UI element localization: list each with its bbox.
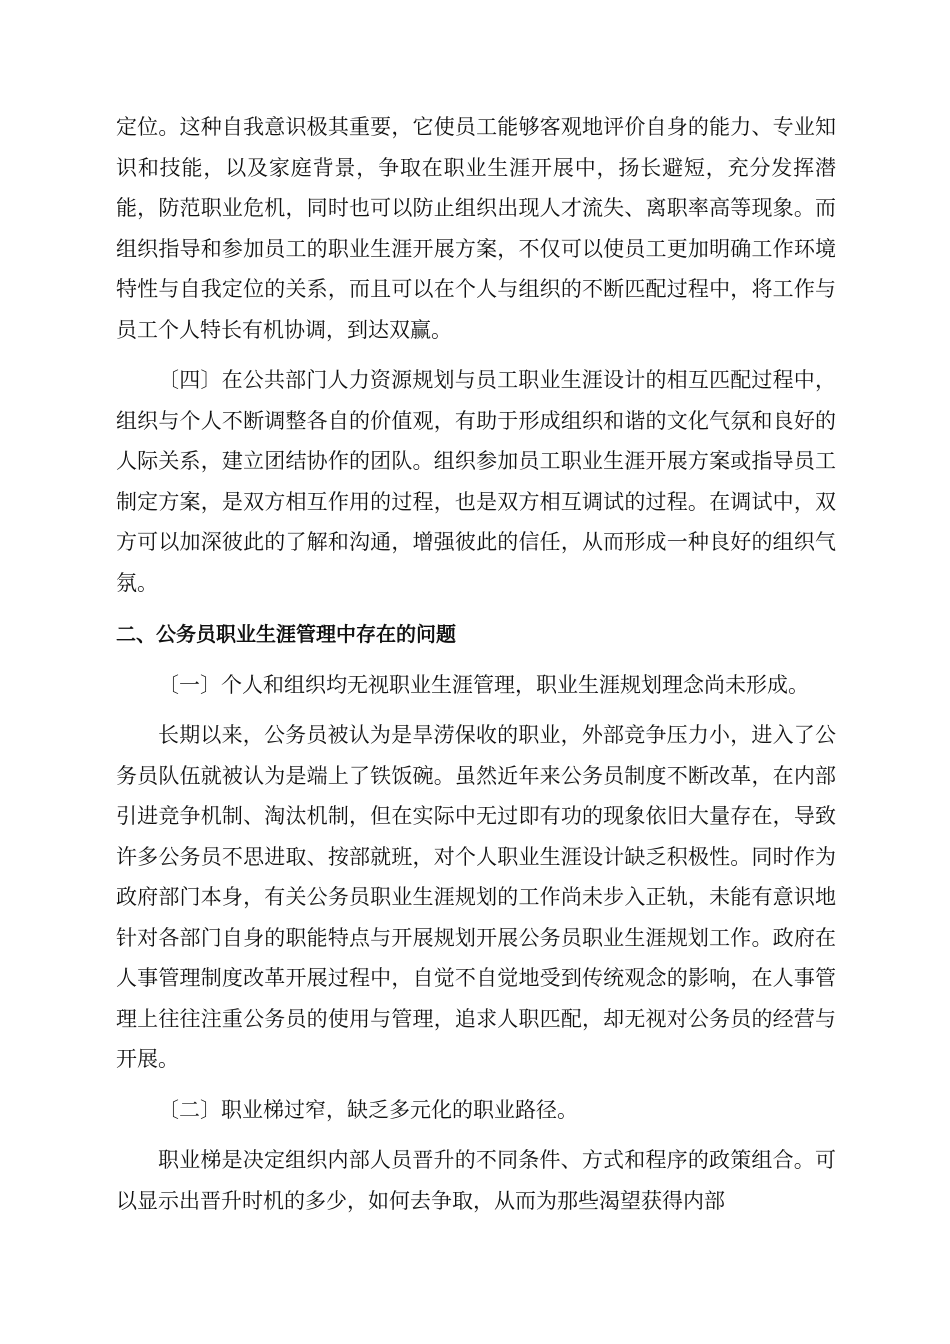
section-heading: 二、公务员职业生涯管理中存在的问题	[116, 622, 456, 646]
paragraph-point-four: 〔四〕在公共部门人力资源规划与员工职业生涯设计的相互匹配过程中，组织与个人不断调整各自的价值观，有助于形成组织和谐的文化气氛和良好的人际关系，建立团结协作的团队。组织参加员工职业生涯开展方案或指导员工制定方案，是双方相互作用的过程，也是双方相互调试的过程。在调试中，双方可以加深彼此的了解和沟通，增强彼此的信任，从而形成一种良好的组织气氛。	[116, 368, 836, 595]
paragraph-body-2: 职业梯是决定组织内部人员晋升的不同条件、方式和程序的政策组合。可以显示出晋升时机的多少，如何去争取，从而为那些渴望获得内部	[116, 1148, 836, 1213]
subsection-heading-1: 〔一〕个人和组织均无视职业生涯管理，职业生涯规划理念尚未形成。	[158, 672, 809, 697]
subsection-heading-2: 〔二〕职业梯过窄，缺乏多元化的职业路径。	[158, 1097, 578, 1122]
paragraph-body-1: 长期以来，公务员被认为是旱涝保收的职业，外部竞争压力小，进入了公务员队伍就被认为是端上了铁饭碗。虽然近年来公务员制度不断改革，在内部引进竞争机制、淘汰机制，但在实际中无过即有功的现象依旧大量存在，导致许多公务员不思进取、按部就班，对个人职业生涯设计缺乏积极性。同时作为政府部门本身，有关公务员职业生涯规划的工作尚未步入正轨，未能有意识地针对各部门自身的职能特点与开展规划开展公务员职业生涯规划工作。政府在人事管理制度改革开展过程中，自觉不自觉地受到传统观念的影响，在人事管理上往往注重公务员的使用与管理，追求人职匹配，却无视对公务员的经营与开展。	[116, 723, 836, 1071]
paragraph-self-awareness: 定位。这种自我意识极其重要，它使员工能够客观地评价自身的能力、专业知识和技能，以及家庭背景，争取在职业生涯开展中，扬长避短，充分发挥潜能，防范职业危机，同时也可以防止组织出现人才流失、离职率高等现象。而组织指导和参加员工的职业生涯开展方案，不仅可以使员工更加明确工作环境特性与自我定位的关系，而且可以在个人与组织的不断匹配过程中，将工作与员工个人特长有机协调，到达双赢。	[116, 115, 836, 342]
document-body	[116, 107, 836, 1221]
